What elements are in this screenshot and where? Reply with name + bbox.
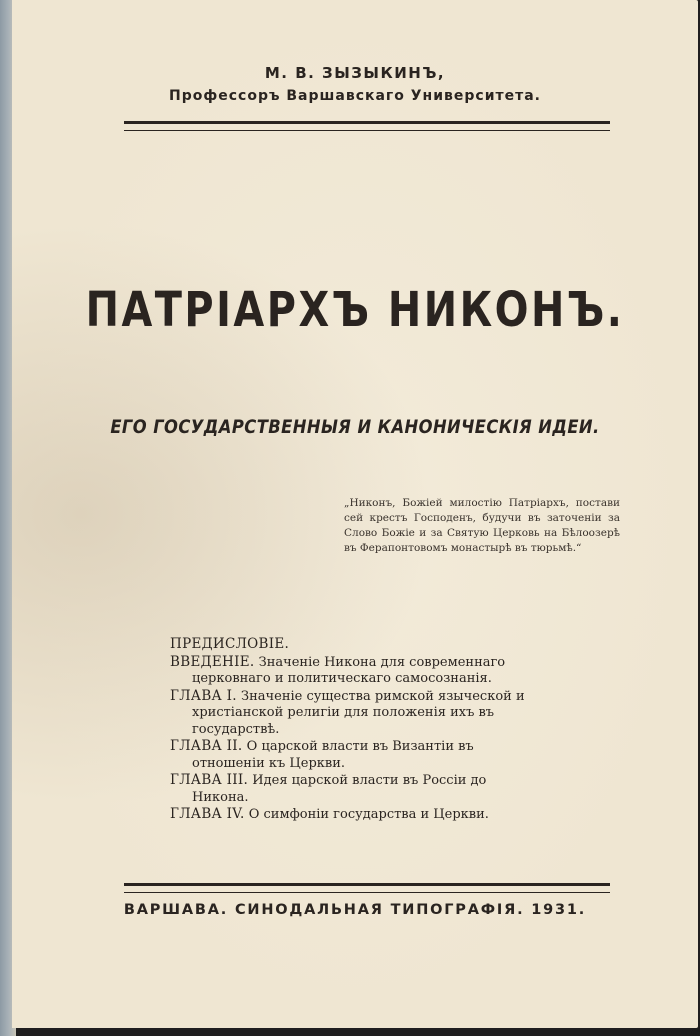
book-subtitle: ЕГО ГОСУДАРСТВЕННЫЯ И КАНОНИЧЕСКІЯ ИДЕИ. bbox=[110, 416, 600, 438]
contents-text: Значеніе существа римской языческой и bbox=[241, 688, 525, 704]
contents-entry-chapter-3 bbox=[170, 772, 560, 806]
epigraph: „Никонъ, Божiей милостiю Патрiархъ, постави сей крестъ Господенъ, будучи въ заточенiи за Слово Божiе и за Святую Церковь на Бѣлоозерѣ въ Ферапонтовомъ монастырѣ въ тюрьмѣ.“ bbox=[344, 497, 620, 554]
top-double-rule bbox=[124, 121, 610, 131]
contents-label: ГЛАВА II. bbox=[170, 738, 243, 754]
bottom-double-rule bbox=[124, 883, 610, 893]
table-of-contents bbox=[170, 636, 560, 824]
contents-entry-chapter-2 bbox=[170, 738, 560, 772]
author-name: М. В. ЗЫЗЫКИНЪ, bbox=[264, 64, 446, 82]
contents-label: ГЛАВА I. bbox=[170, 687, 237, 704]
contents-text: О царской власти въ Византіи въ bbox=[246, 739, 474, 754]
contents-text: Идея царской власти въ Россіи до bbox=[252, 773, 487, 788]
contents-label: ГЛАВА IV. bbox=[170, 806, 245, 822]
author-affiliation: Профессоръ Варшавскаго Университета. bbox=[169, 88, 541, 104]
contents-label: ВВЕДЕНІЕ. bbox=[170, 653, 255, 670]
contents-entry-chapter-4 bbox=[170, 806, 560, 824]
publisher-imprint: ВАРШАВА. СИНОДАЛЬНАЯ ТИПОГРАФІЯ. 1931. bbox=[123, 902, 587, 918]
contents-label: ПРЕДИСЛОВІЕ. bbox=[170, 636, 290, 652]
book-title: ПАТРІАРХЪ НИКОНЪ. bbox=[85, 282, 625, 338]
title-page bbox=[12, 0, 698, 1028]
contents-text-continued: христіанской религіи для положенія ихъ въ государствѣ. bbox=[192, 705, 495, 737]
contents-text: Значеніе Никона для современнаго bbox=[258, 654, 506, 670]
contents-label: ГЛАВА III. bbox=[170, 772, 249, 788]
contents-text: О симфоніи государства и Церкви. bbox=[248, 807, 489, 822]
contents-entry-introduction bbox=[170, 654, 560, 688]
contents-entry-chapter-1 bbox=[170, 688, 560, 739]
contents-entry-preface bbox=[170, 636, 560, 654]
contents-text-continued: Никона. bbox=[192, 789, 249, 805]
contents-text-continued: отношеніи къ Церкви. bbox=[192, 755, 346, 771]
contents-text-continued: церковнаго и политическаго самосознанія. bbox=[192, 671, 492, 686]
